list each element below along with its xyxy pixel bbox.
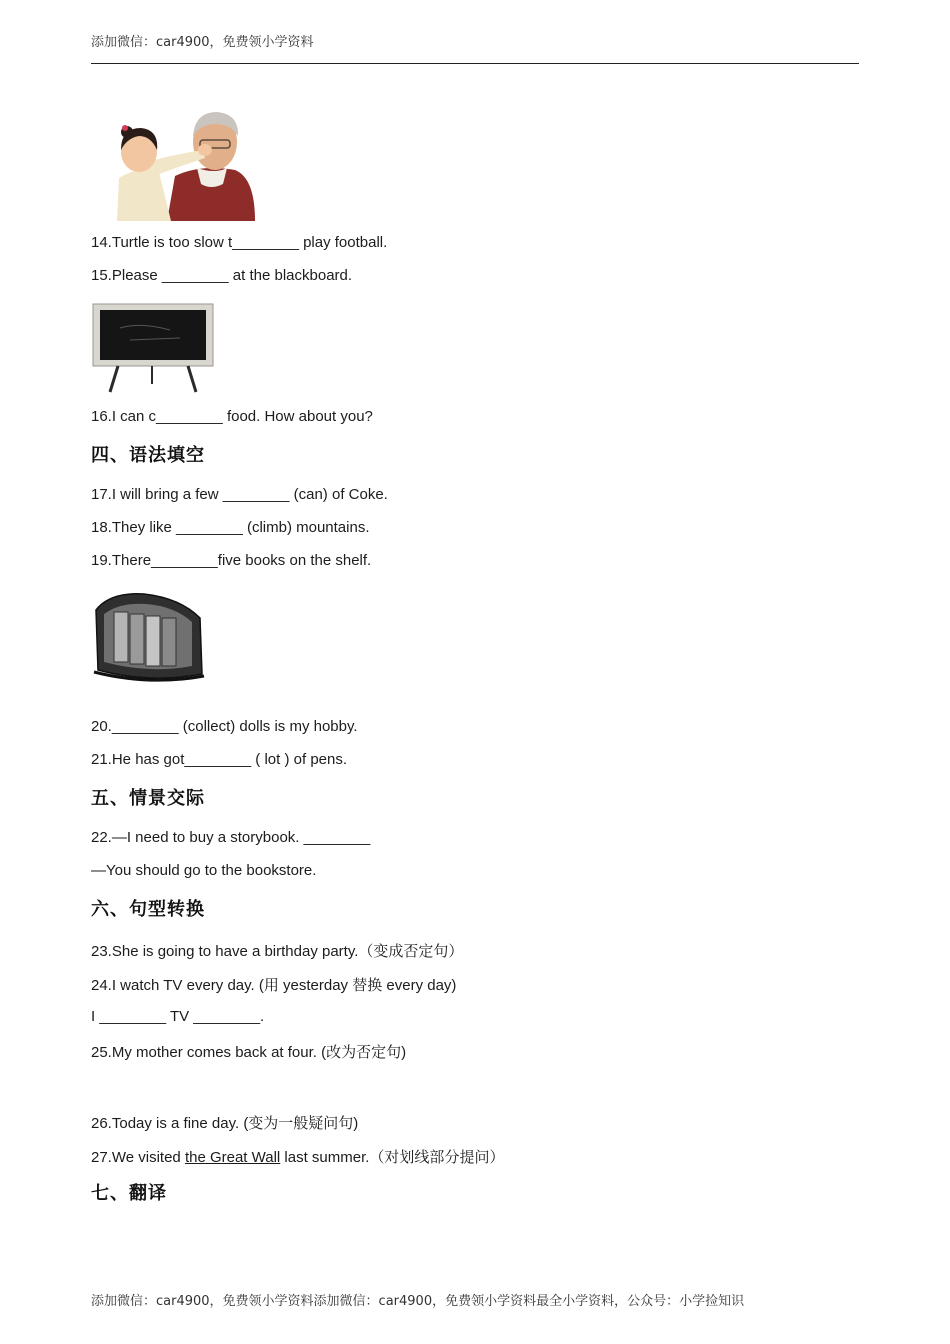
section-6-title: 六、句型转换 (91, 899, 205, 920)
question-21: 21.He has got________ ( lot ) of pens. (91, 751, 348, 768)
question-26: 26.Today is a fine day. (变为一般疑问句) (91, 1115, 359, 1132)
question-14: 14.Turtle is too slow t________ play football. (91, 234, 388, 251)
header-divider (91, 63, 859, 64)
girl-and-grandpa-image (105, 106, 257, 221)
question-22: 22.—I need to buy a storybook. ________ (91, 829, 371, 846)
section-4-title: 四、语法填空 (91, 445, 205, 466)
question-22-reply: —You should go to the bookstore. (91, 862, 317, 879)
question-16: 16.I can c________ food. How about you? (91, 408, 373, 425)
blackboard-image (90, 300, 220, 395)
question-19: 19.There________five books on the shelf. (91, 552, 372, 569)
question-25: 25.My mother comes back at four. (改为否定句) (91, 1044, 407, 1061)
question-27 (91, 1146, 504, 1167)
question-17: 17.I will bring a few ________ (can) of Coke. (91, 486, 388, 503)
question-27-underlined: the Great Wall (184, 1149, 281, 1166)
question-18: 18.They like ________ (climb) mountains. (91, 519, 370, 536)
question-27-prefix: 27.We visited (91, 1149, 185, 1166)
question-27-suffix: last summer.（对划线部分提问） (280, 1149, 505, 1166)
page-header: 添加微信：car4900，免费领小学资料 (91, 35, 314, 50)
question-23: 23.She is going to have a birthday party.（变成否定句） (91, 943, 464, 960)
section-7-title: 七、翻译 (91, 1183, 167, 1204)
question-24-answer-line: I ________ TV ________. (91, 1008, 265, 1025)
section-5-title: 五、情景交际 (91, 788, 205, 809)
question-15: 15.Please ________ at the blackboard. (91, 267, 353, 284)
question-24: 24.I watch TV every day. (用 yesterday 替换 every day) (91, 977, 457, 994)
page-footer: 添加微信：car4900，免费领小学资料添加微信：car4900，免费领小学资料最全小学资料，公众号：小学捡知识 (91, 1294, 745, 1309)
bookshelf-image (90, 588, 208, 686)
question-20: 20.________ (collect) dolls is my hobby. (91, 718, 358, 735)
